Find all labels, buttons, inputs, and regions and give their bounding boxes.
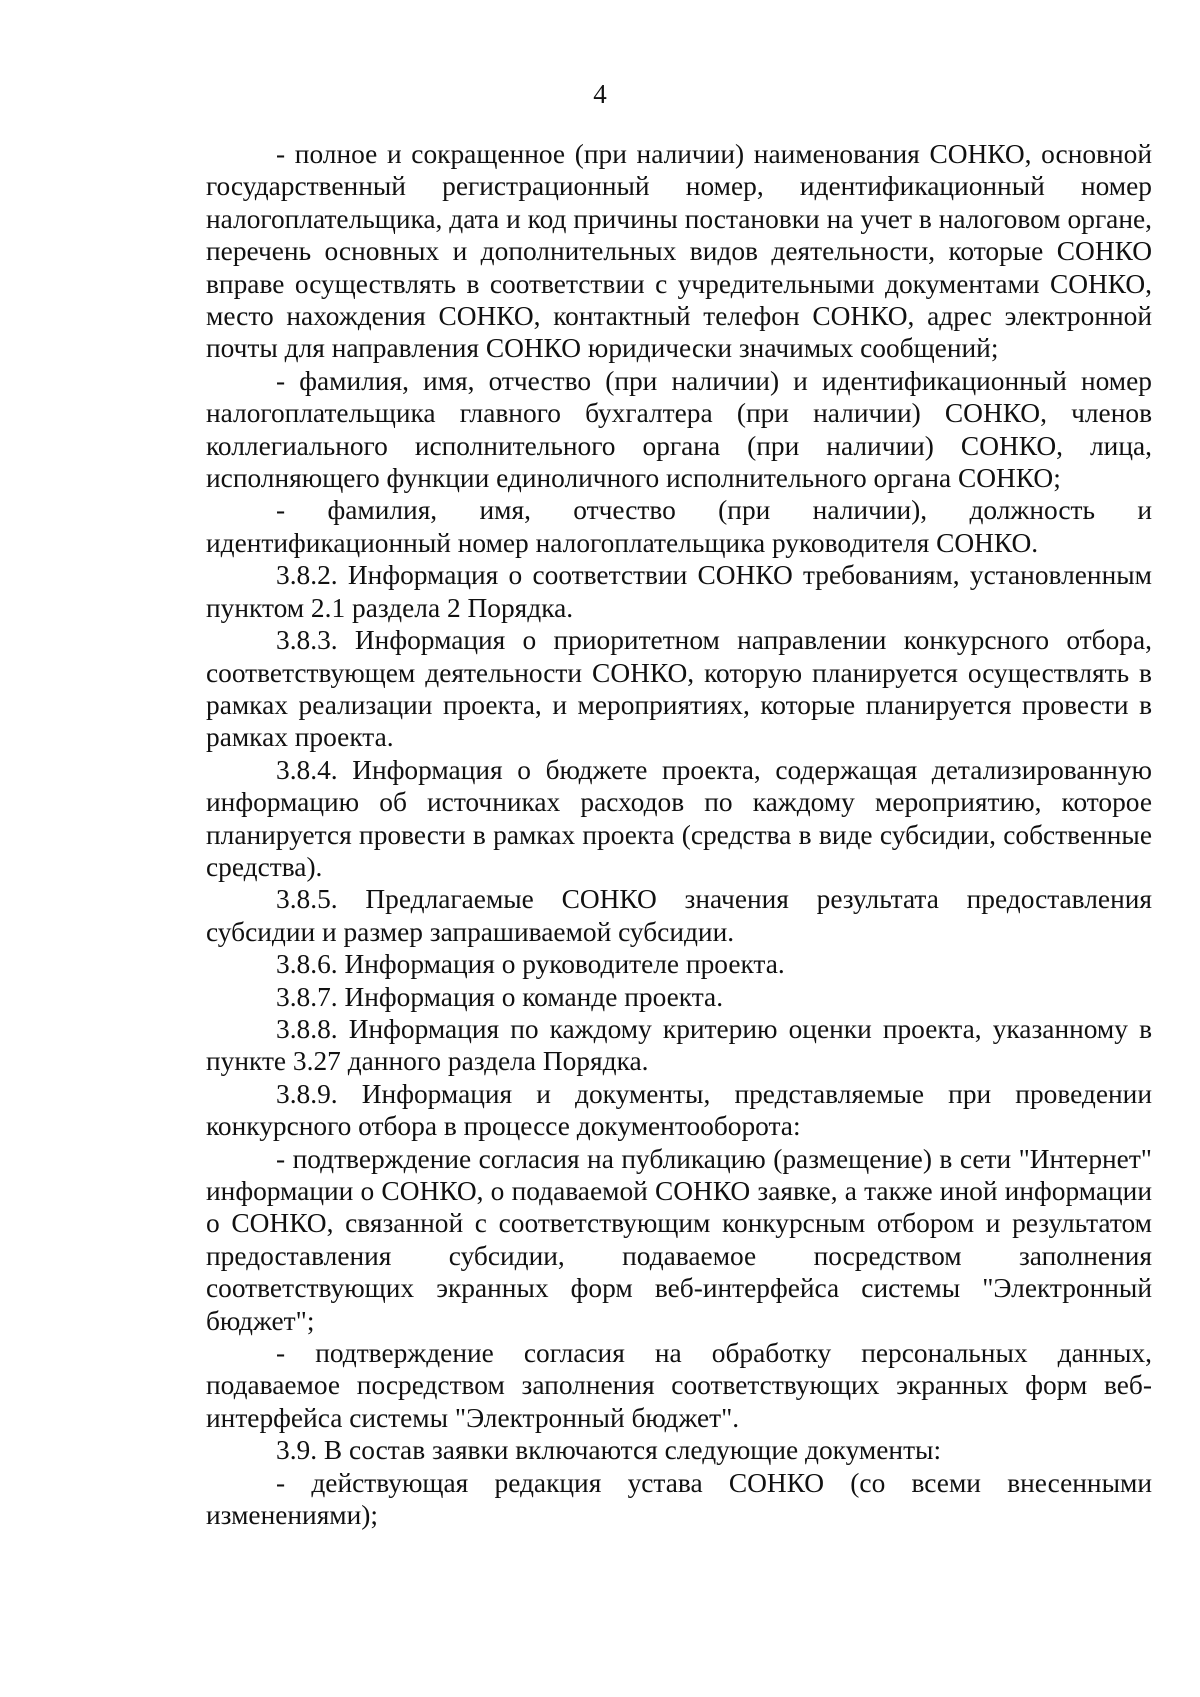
paragraph-personal-data-consent: - подтверждение согласия на обработку персональных данных, подаваемое посредством заполнения соответствующих экранных форм веб-интерфейса системы "Электронный бюджет".: [206, 1338, 1152, 1433]
page-number: 4: [593, 79, 607, 109]
paragraph-3-8-6: 3.8.6. Информация о руководителе проекта.: [276, 949, 785, 980]
paragraph-3-8-8: 3.8.8. Информация по каждому критерию оценки проекта, указанному в пункте 3.27 данного раздела Порядка.: [206, 1013, 1152, 1077]
paragraph-3-8-2: 3.8.2. Информация о соответствии СОНКО требованиям, установленным пунктом 2.1 раздела 2 Порядка.: [206, 560, 1152, 623]
paragraph-3-8-4: 3.8.4. Информация о бюджете проекта, содержащая детализированную информацию об источниках расходов по каждому мероприятию, которое планируется провести в рамках проекта (средства в виде субсидии, собственные средства).: [206, 754, 1152, 882]
paragraph-publication-consent: - подтверждение согласия на публикацию (размещение) в сети "Интернет" информации о СОНКО, о подаваемой СОНКО заявке, а также иной информации о СОНКО, связанной с соответствующим конкурсным отбором и результатом предоставления субсидии, подаваемое посредством заполнения соответствующих экранных форм веб-интерфейса системы "Электронный бюджет";: [206, 1143, 1152, 1336]
paragraph-charter: - действующая редакция устава СОНКО (со всеми внесенными изменениями);: [206, 1467, 1152, 1531]
paragraph-head-details: - фамилия, имя, отчество (при наличии), должность и идентификационный номер налогоплательщика руководителя СОНКО.: [206, 495, 1152, 558]
paragraph-3-8-3: 3.8.3. Информация о приоритетном направлении конкурсного отбора, соответствующем деятельности СОНКО, которую планируется осуществлять в рамках реализации проекта, и мероприятиях, которые планируется провести в рамках проекта.: [206, 625, 1152, 753]
paragraph-3-8-7: 3.8.7. Информация о команде проекта.: [276, 981, 724, 1012]
document-body: [206, 138, 1152, 1531]
paragraph-sonko-name-and-details: - полное и сокращенное (при наличии) наименования СОНКО, основной государственный регистрационный номер, идентификационный номер налогоплательщика, дата и код причины постановки на учет в налоговом органе, перечень основных и дополнительных видов деятельности, которые СОНКО вправе осуществлять в соответствии с учредительными документами СОНКО, место нахождения СОНКО, контактный телефон СОНКО, адрес электронной почты для направления СОНКО юридически значимых сообщений;: [206, 139, 1152, 364]
paragraph-3-9: 3.9. В состав заявки включаются следующие документы:: [276, 1435, 942, 1466]
paragraph-chief-accountant-and-executives: - фамилия, имя, отчество (при наличии) и идентификационный номер налогоплательщика главного бухгалтера (при наличии) СОНКО, членов коллегиального исполнительного органа (при наличии) СОНКО, лица, исполняющего функции единоличного исполнительного органа СОНКО;: [206, 365, 1152, 494]
paragraph-3-8-5: 3.8.5. Предлагаемые СОНКО значения результата предоставления субсидии и размер запрашиваемой субсидии.: [206, 884, 1152, 947]
paragraph-3-8-9: 3.8.9. Информация и документы, представляемые при проведении конкурсного отбора в процессе документооборота:: [206, 1078, 1152, 1142]
